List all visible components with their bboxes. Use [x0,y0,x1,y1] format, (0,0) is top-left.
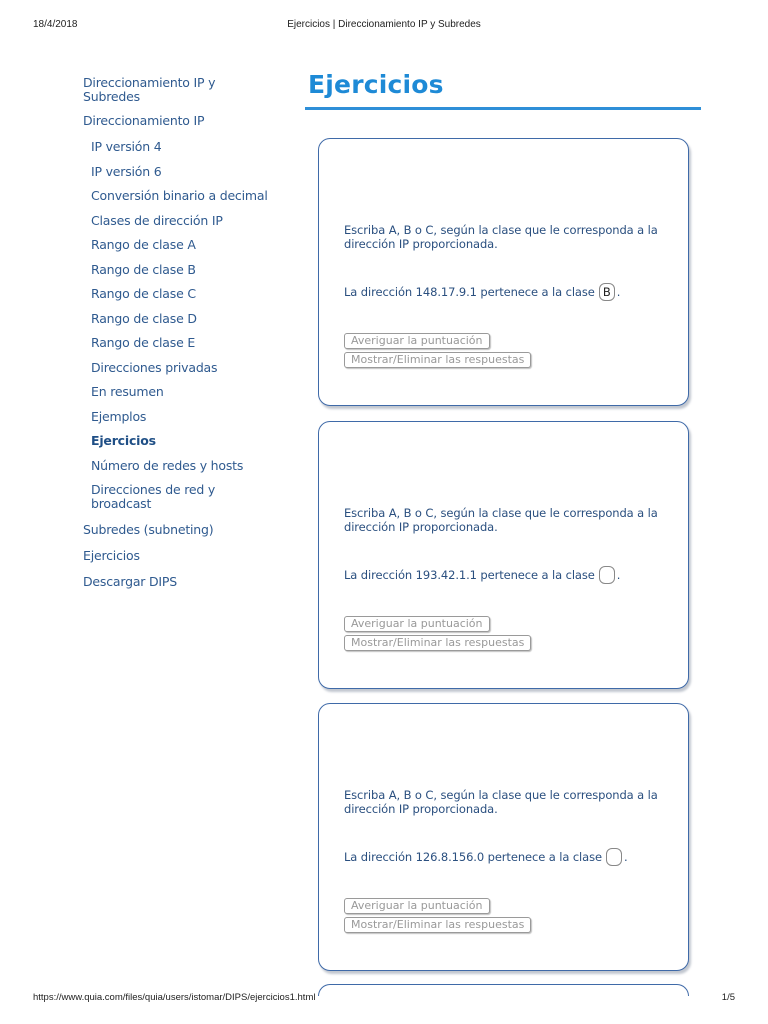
print-page-title: Ejercicios | Direccionamiento IP y Subredes [287,19,481,30]
sidebar-item-ip-version-6[interactable]: IP versión 6 [91,163,162,179]
print-url: https://www.quia.com/files/quia/users/istomar/DIPS/ejercicios1.html [33,992,316,1003]
exercise-card-3 [318,703,689,971]
answer-input[interactable] [606,848,622,866]
answer-input[interactable] [599,566,615,584]
exercise-question [344,283,674,302]
exercise-instruction: Escriba A, B o C, según la clase que le corresponda a la dirección IP proporcionada. [344,223,658,251]
sidebar-item-direcciones-red-broadcast[interactable]: Direcciones de red y broadcast [91,482,216,511]
print-page-number: 1/5 [721,992,735,1003]
check-score-button[interactable]: Averiguar la puntuación [344,898,490,914]
sidebar-item-ejemplos[interactable]: Ejemplos [91,408,147,424]
sidebar-item-numero-redes-hosts[interactable]: Número de redes y hosts [91,457,244,473]
exercise-question [344,848,674,867]
answer-input[interactable]: B [599,283,615,301]
sidebar-item-clases-direccion-ip[interactable]: Clases de dirección IP [91,212,223,228]
title-underline [305,107,701,110]
exercise-card-1 [318,138,689,406]
check-score-button[interactable]: Averiguar la puntuación [344,616,490,632]
question-text: La dirección 126.8.156.0 pertenece a la clase [344,850,602,864]
print-header [0,19,768,33]
page-title: Ejercicios [308,70,444,99]
check-score-button[interactable]: Averiguar la puntuación [344,333,490,349]
sidebar-item-ejercicios-subredes[interactable]: Ejercicios [83,548,140,563]
sidebar-item-direccionamiento-ip-y-subredes[interactable]: Direccionamiento IP y Subredes [83,75,216,104]
show-answers-button[interactable]: Mostrar/Eliminar las respuestas [344,635,531,651]
sidebar-item-direcciones-privadas[interactable]: Direcciones privadas [91,359,218,375]
question-suffix: . [616,568,621,582]
sidebar-item-ip-version-4[interactable]: IP versión 4 [91,139,162,154]
question-text: La dirección 148.17.9.1 pertenece a la clase [344,285,595,299]
question-suffix: . [623,850,628,864]
print-footer [0,992,768,1006]
exercise-question [344,566,674,585]
sidebar-item-descargar-dips[interactable]: Descargar DIPS [83,574,177,589]
print-date: 18/4/2018 [33,19,78,30]
sidebar-item-ejercicios-active[interactable]: Ejercicios [91,433,156,448]
sidebar-item-rango-clase-d[interactable]: Rango de clase D [91,310,197,326]
sidebar-item-rango-clase-b[interactable]: Rango de clase B [91,261,196,277]
sidebar-item-direccionamiento-ip[interactable]: Direccionamiento IP [83,113,205,128]
exercise-card-2 [318,421,689,689]
sidebar-item-en-resumen[interactable]: En resumen [91,384,164,399]
show-answers-button[interactable]: Mostrar/Eliminar las respuestas [344,917,531,933]
sidebar-item-rango-clase-e[interactable]: Rango de clase E [91,335,196,350]
show-answers-button[interactable]: Mostrar/Eliminar las respuestas [344,352,531,368]
sidebar-item-conversion-binario-decimal[interactable]: Conversión binario a decimal [91,188,268,203]
exercise-instruction: Escriba A, B o C, según la clase que le corresponda a la dirección IP proporcionada. [344,788,658,816]
question-suffix: . [616,285,621,299]
sidebar-item-rango-clase-a[interactable]: Rango de clase A [91,237,196,252]
sidebar-nav [83,76,283,599]
exercise-instruction: Escriba A, B o C, según la clase que le corresponda a la dirección IP proporcionada. [344,506,658,534]
question-text: La dirección 193.42.1.1 pertenece a la clase [344,568,595,582]
sidebar-item-rango-clase-c[interactable]: Rango de clase C [91,286,196,301]
sidebar-item-subredes[interactable]: Subredes (subneting) [83,522,214,537]
